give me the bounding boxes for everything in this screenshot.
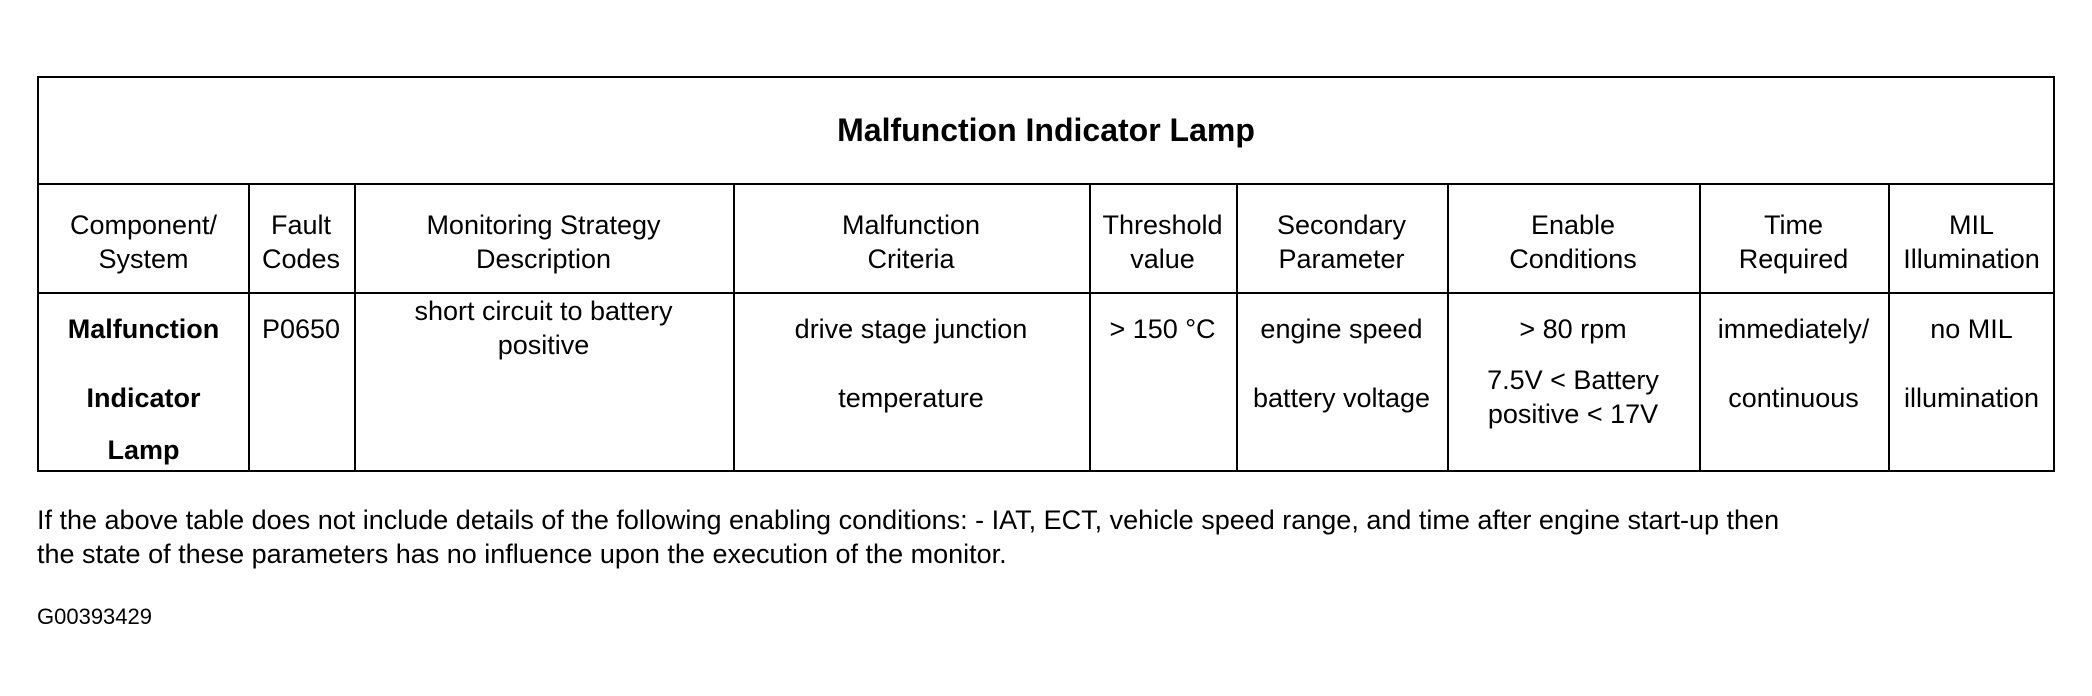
header-strategy xyxy=(354,208,733,276)
row-time-line1: immediately/ xyxy=(1717,314,1870,344)
header-threshold-line2: value xyxy=(1130,244,1195,274)
table-title: Malfunction Indicator Lamp xyxy=(39,78,2053,185)
header-time-line1: Time xyxy=(1764,210,1823,240)
header-enable-line1: Enable xyxy=(1530,210,1616,240)
row-strategy-line1: short circuit to battery xyxy=(414,296,673,326)
row-mil-line2: illumination xyxy=(1903,383,2040,413)
header-criteria-line1: Malfunction xyxy=(841,210,981,240)
row-component-line1: Malfunction xyxy=(67,314,220,344)
header-enable xyxy=(1447,208,1699,276)
footnote-line2: the state of these parameters has no influence upon the execution of the monitor. xyxy=(37,539,1007,569)
row-secondary-line1: engine speed xyxy=(1260,314,1423,344)
header-time xyxy=(1699,208,1888,276)
header-time-line2: Required xyxy=(1738,244,1849,274)
header-criteria xyxy=(733,208,1089,276)
header-secondary-line2: Parameter xyxy=(1278,244,1405,274)
monitor-table xyxy=(37,76,2055,472)
header-mil-line1: MIL xyxy=(1948,210,1994,240)
header-fault-line2: Codes xyxy=(261,244,341,274)
row-strategy-line2: positive xyxy=(497,330,590,360)
header-fault-codes xyxy=(248,208,354,276)
header-fault-line1: Fault xyxy=(270,210,332,240)
row-fault-code: P0650 xyxy=(261,314,341,344)
header-secondary xyxy=(1236,208,1447,276)
header-criteria-line2: Criteria xyxy=(867,244,955,274)
header-divider xyxy=(39,292,2053,294)
row-enable-line2: 7.5V < Battery xyxy=(1487,365,1659,395)
header-mil-line2: Illumination xyxy=(1903,244,2040,274)
row-enable-line3: positive < 17V xyxy=(1487,399,1659,429)
header-threshold xyxy=(1089,208,1236,276)
row-criteria-line2: temperature xyxy=(838,383,984,413)
row-component-line3: Lamp xyxy=(107,435,180,465)
header-threshold-line1: Threshold xyxy=(1102,210,1223,240)
row-time-line2: continuous xyxy=(1728,383,1859,413)
header-component-line2: System xyxy=(98,244,189,274)
header-mil xyxy=(1888,208,2055,276)
footnote-line1: If the above table does not include details of the following enabling conditions: - IAT, ECT, vehicle speed range, and time after engine start-up then xyxy=(37,505,1780,535)
header-enable-line2: Conditions xyxy=(1509,244,1637,274)
header-strategy-line1: Monitoring Strategy xyxy=(426,210,661,240)
row-criteria-line1: drive stage junction xyxy=(794,314,1028,344)
row-enable-line1: > 80 rpm xyxy=(1519,314,1627,344)
header-strategy-line2: Description xyxy=(475,244,612,274)
row-secondary-line2: battery voltage xyxy=(1252,383,1431,413)
header-secondary-line1: Secondary xyxy=(1276,210,1407,240)
header-component xyxy=(39,208,248,276)
footnote xyxy=(37,503,1779,571)
header-component-line1: Component/ xyxy=(69,210,218,240)
figure-code: G00393429 xyxy=(37,604,152,629)
row-mil-line1: no MIL xyxy=(1930,314,2013,344)
row-threshold: > 150 °C xyxy=(1109,314,1216,344)
row-component-line2: Indicator xyxy=(86,383,201,413)
